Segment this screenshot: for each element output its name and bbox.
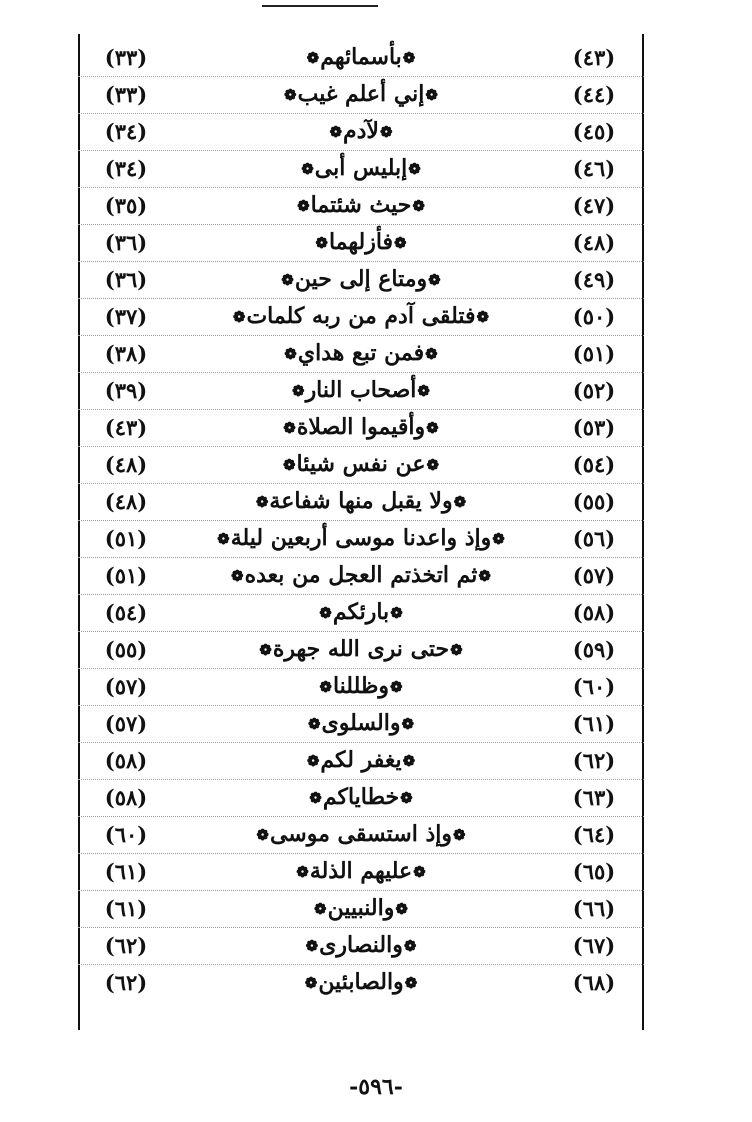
entry-number: (٥٨)	[572, 600, 616, 625]
ornament-bracket-icon: ❁	[379, 123, 393, 141]
table-row	[78, 743, 644, 780]
verse-reference: (٥٨)	[104, 785, 148, 810]
quran-phrase	[188, 486, 534, 517]
entry-number: (٥٩)	[572, 637, 616, 662]
ornament-bracket-icon: ❁	[425, 345, 438, 363]
ornament-bracket-icon: ❁	[217, 530, 230, 548]
entry-number: (٥٣)	[572, 415, 616, 440]
ornament-bracket-icon: ❁	[329, 123, 343, 141]
verse-reference: (٣٥)	[104, 193, 148, 218]
table-row	[78, 77, 644, 114]
ornament-bracket-icon: ❁	[281, 271, 294, 289]
table-row	[78, 669, 644, 706]
quran-phrase	[188, 375, 534, 406]
ornament-bracket-icon: ❁	[314, 900, 327, 918]
verse-reference: (٥٧)	[104, 711, 148, 736]
ornament-bracket-icon: ❁	[304, 974, 318, 992]
table-row	[78, 595, 644, 632]
phrase-text: ولا يقبل منها شفاعة	[269, 488, 453, 514]
phrase-text: إني أعلم غيب	[297, 81, 425, 107]
ornament-bracket-icon: ❁	[284, 345, 297, 363]
quran-phrase	[188, 338, 534, 369]
verse-reference: (٦٠)	[104, 822, 148, 847]
ornament-bracket-icon: ❁	[309, 789, 322, 807]
entry-number: (٤٩)	[572, 267, 616, 292]
table-row	[78, 928, 644, 965]
ornament-bracket-icon: ❁	[402, 752, 416, 770]
ornament-bracket-icon: ❁	[259, 641, 272, 659]
quran-phrase	[188, 449, 534, 480]
ornament-bracket-icon: ❁	[305, 937, 319, 955]
quran-phrase	[188, 782, 534, 813]
ornament-bracket-icon: ❁	[426, 456, 440, 474]
phrase-text: والسلوى	[321, 710, 401, 736]
verse-reference: (٦٢)	[104, 933, 148, 958]
quran-phrase	[188, 227, 534, 258]
entry-number: (٤٣)	[572, 45, 616, 70]
entry-number: (٥٢)	[572, 378, 616, 403]
table-row	[78, 706, 644, 743]
ornament-bracket-icon: ❁	[297, 197, 310, 215]
verse-reference: (٤٨)	[104, 489, 148, 514]
ornament-bracket-icon: ❁	[476, 308, 490, 326]
verse-reference: (٦٢)	[104, 970, 148, 995]
table-row	[78, 780, 644, 817]
ornament-bracket-icon: ❁	[301, 160, 314, 178]
verse-reference: (٤٣)	[104, 415, 148, 440]
verse-reference: (٣٦)	[104, 230, 148, 255]
phrase-text: فمن تبع هداي	[297, 340, 425, 366]
table-row	[78, 262, 644, 299]
verse-reference: (٥١)	[104, 526, 148, 551]
quran-phrase	[188, 856, 534, 887]
table-row	[78, 410, 644, 447]
phrase-text: وأقيموا الصلاة	[296, 414, 426, 440]
entry-number: (٦٦)	[572, 896, 616, 921]
table-row	[78, 373, 644, 410]
entry-number: (٥٠)	[572, 304, 616, 329]
entry-number: (٦٣)	[572, 785, 616, 810]
entry-number: (٤٦)	[572, 156, 616, 181]
verse-reference: (٣٨)	[104, 341, 148, 366]
quran-phrase	[188, 264, 534, 295]
phrase-text: والصابئين	[318, 969, 404, 995]
ornament-bracket-icon: ❁	[319, 604, 332, 622]
quran-phrase	[188, 190, 534, 221]
entry-number: (٤٨)	[572, 230, 616, 255]
quran-phrase	[188, 671, 534, 702]
verse-reference: (٣٤)	[104, 156, 148, 181]
phrase-text: أصحاب النار	[305, 377, 417, 403]
table-row	[78, 447, 644, 484]
entry-number: (٥٤)	[572, 452, 616, 477]
ornament-bracket-icon: ❁	[256, 826, 269, 844]
verse-reference: (٥٤)	[104, 600, 148, 625]
ornament-bracket-icon: ❁	[478, 567, 491, 585]
ornament-bracket-icon: ❁	[291, 382, 305, 400]
phrase-text: والنبيين	[327, 895, 395, 921]
table-row	[78, 188, 644, 225]
ornament-bracket-icon: ❁	[404, 974, 418, 992]
phrase-text: بأسمائهم	[320, 44, 402, 70]
ornament-bracket-icon: ❁	[284, 86, 297, 104]
entry-number: (٥٧)	[572, 563, 616, 588]
phrase-text: ثم اتخذتم العجل من بعده	[244, 562, 478, 588]
ornament-bracket-icon: ❁	[306, 752, 320, 770]
entry-number: (٦٧)	[572, 933, 616, 958]
table-row	[78, 40, 644, 77]
ornament-bracket-icon: ❁	[492, 530, 505, 548]
ornament-bracket-icon: ❁	[390, 604, 403, 622]
quran-phrase	[188, 819, 534, 850]
table-row	[78, 817, 644, 854]
ornament-bracket-icon: ❁	[417, 382, 430, 400]
quran-phrase	[188, 634, 534, 665]
ornament-bracket-icon: ❁	[315, 234, 328, 252]
verse-reference: (٥٥)	[104, 637, 148, 662]
entry-number: (٤٤)	[572, 82, 616, 107]
table-row	[78, 965, 644, 1002]
ornament-bracket-icon: ❁	[412, 197, 425, 215]
table-row	[78, 336, 644, 373]
ornament-bracket-icon: ❁	[394, 234, 407, 252]
entry-number: (٦٤)	[572, 822, 616, 847]
table-row	[78, 632, 644, 669]
ornament-bracket-icon: ❁	[255, 493, 269, 511]
quran-phrase	[188, 893, 534, 924]
phrase-text: حتى نرى الله جهرة	[272, 636, 450, 662]
table-row	[78, 114, 644, 151]
entry-number: (٥١)	[572, 341, 616, 366]
phrase-text: خطاياكم	[322, 784, 400, 810]
entries-list	[78, 40, 644, 1002]
table-row	[78, 225, 644, 262]
ornament-bracket-icon: ❁	[231, 567, 244, 585]
phrase-text: لآدم	[343, 118, 379, 144]
ornament-bracket-icon: ❁	[283, 419, 296, 437]
phrase-text: إبليس أبى	[314, 155, 408, 181]
verse-reference: (٣٣)	[104, 82, 148, 107]
ornament-bracket-icon: ❁	[426, 419, 439, 437]
entry-number: (٦٠)	[572, 674, 616, 699]
top-rule	[262, 5, 378, 7]
verse-reference: (٥٧)	[104, 674, 148, 699]
phrase-text: ومتاع إلى حين	[294, 266, 428, 292]
table-row	[78, 558, 644, 595]
ornament-bracket-icon: ❁	[401, 715, 415, 733]
verse-reference: (٦١)	[104, 896, 148, 921]
quran-phrase	[188, 523, 534, 554]
table-row	[78, 521, 644, 558]
phrase-text: يغفر لكم	[320, 747, 402, 773]
quran-phrase	[188, 560, 534, 591]
quran-phrase	[188, 930, 534, 961]
entry-number: (٤٥)	[572, 119, 616, 144]
phrase-text: وإذ استسقى موسى	[269, 821, 453, 847]
verse-reference: (٣٧)	[104, 304, 148, 329]
phrase-text: فتلقى آدم من ربه كلمات	[246, 303, 476, 329]
verse-reference: (٣٣)	[104, 45, 148, 70]
ornament-bracket-icon: ❁	[450, 641, 463, 659]
table-row	[78, 891, 644, 928]
ornament-bracket-icon: ❁	[296, 863, 309, 881]
quran-phrase	[188, 708, 534, 739]
quran-phrase	[188, 116, 534, 147]
ornament-bracket-icon: ❁	[390, 678, 403, 696]
verse-reference: (٥١)	[104, 563, 148, 588]
phrase-text: فأزلهما	[328, 229, 394, 255]
phrase-text: والنصارى	[319, 932, 403, 958]
quran-phrase	[188, 301, 534, 332]
quran-phrase	[188, 967, 534, 998]
quran-phrase	[188, 153, 534, 184]
ornament-bracket-icon: ❁	[400, 789, 413, 807]
ornament-bracket-icon: ❁	[282, 456, 296, 474]
entry-number: (٦١)	[572, 711, 616, 736]
entry-number: (٥٦)	[572, 526, 616, 551]
table-row	[78, 854, 644, 891]
ornament-bracket-icon: ❁	[402, 49, 416, 67]
quran-phrase	[188, 745, 534, 776]
phrase-text: وإذ واعدنا موسى أربعين ليلة	[230, 525, 492, 551]
phrase-text: بارئكم	[332, 599, 390, 625]
quran-phrase	[188, 597, 534, 628]
phrase-text: عليهم الذلة	[309, 858, 413, 884]
quran-phrase	[188, 79, 534, 110]
ornament-bracket-icon: ❁	[413, 863, 426, 881]
phrase-text: عن نفس شيئا	[296, 451, 426, 477]
ornament-bracket-icon: ❁	[319, 678, 332, 696]
entry-number: (٥٥)	[572, 489, 616, 514]
table-row	[78, 484, 644, 521]
quran-phrase	[188, 42, 534, 73]
ornament-bracket-icon: ❁	[453, 826, 466, 844]
verse-reference: (٣٦)	[104, 267, 148, 292]
entry-number: (٤٧)	[572, 193, 616, 218]
ornament-bracket-icon: ❁	[453, 493, 467, 511]
page-number: -٥٩٦-	[349, 1074, 403, 1100]
ornament-bracket-icon: ❁	[307, 715, 321, 733]
ornament-bracket-icon: ❁	[408, 160, 421, 178]
ornament-bracket-icon: ❁	[395, 900, 408, 918]
verse-reference: (٣٩)	[104, 378, 148, 403]
verse-reference: (٣٤)	[104, 119, 148, 144]
verse-reference: (٦١)	[104, 859, 148, 884]
entry-number: (٦٥)	[572, 859, 616, 884]
phrase-text: وظللنا	[332, 673, 390, 699]
table-row	[78, 151, 644, 188]
verse-reference: (٥٨)	[104, 748, 148, 773]
quran-phrase	[188, 412, 534, 443]
entry-number: (٦٢)	[572, 748, 616, 773]
table-row	[78, 299, 644, 336]
ornament-bracket-icon: ❁	[306, 49, 320, 67]
phrase-text: حيث شئتما	[310, 192, 412, 218]
ornament-bracket-icon: ❁	[232, 308, 246, 326]
ornament-bracket-icon: ❁	[403, 937, 417, 955]
ornament-bracket-icon: ❁	[425, 86, 438, 104]
verse-reference: (٤٨)	[104, 452, 148, 477]
ornament-bracket-icon: ❁	[428, 271, 441, 289]
entry-number: (٦٨)	[572, 970, 616, 995]
